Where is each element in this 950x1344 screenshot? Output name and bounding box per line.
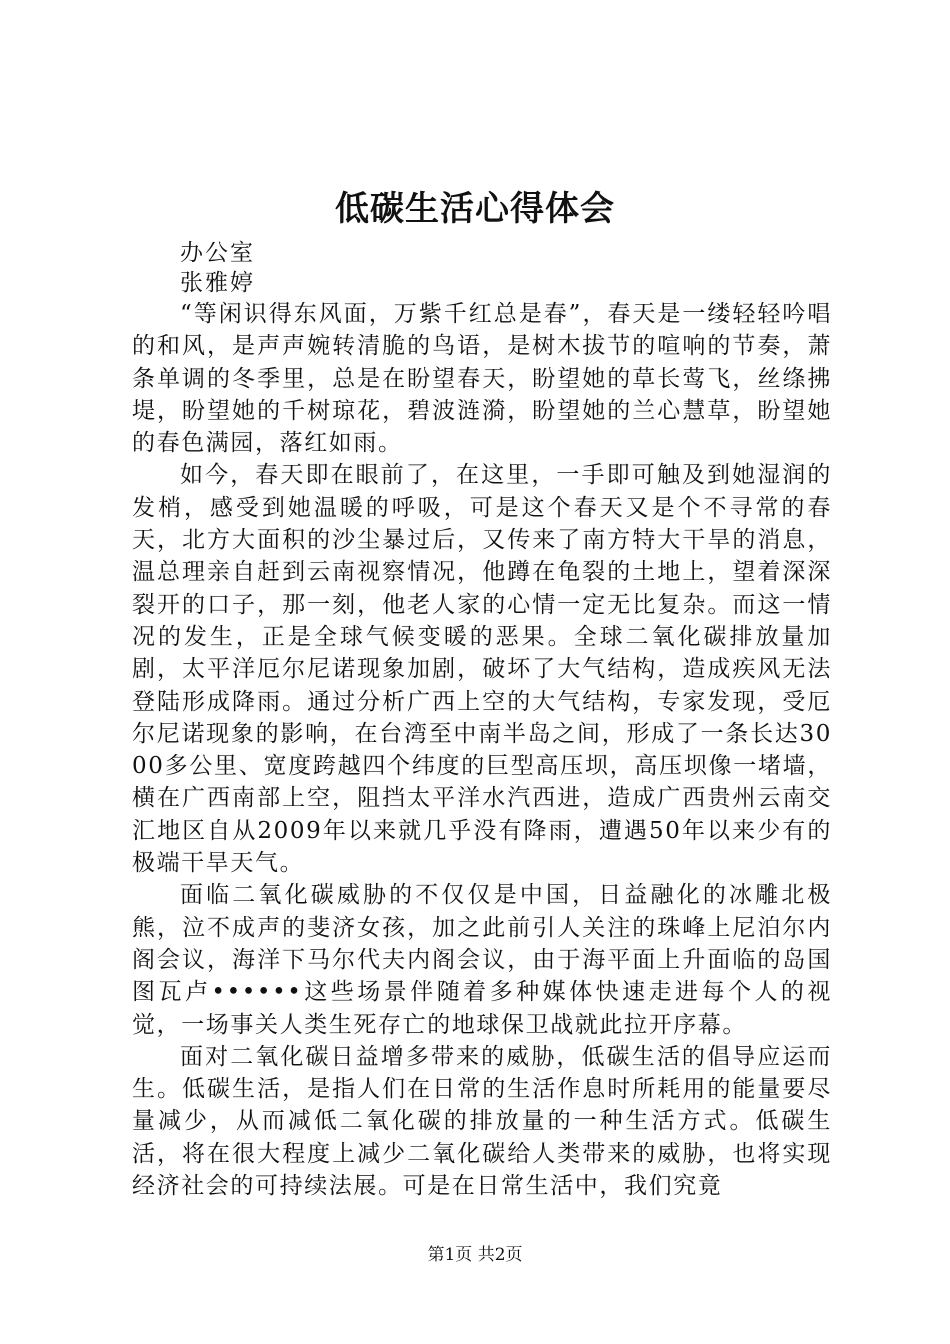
page-number-footer: 第1页 共2页 — [427, 1245, 523, 1265]
document-title: 低碳生活心得体会 — [335, 189, 615, 229]
author-name: 张雅婷 — [180, 270, 255, 296]
body-paragraph: 面对二氧化碳日益增多带来的威胁，低碳生活的倡导应运而生。低碳生活，是指人们在日常的生活作息时所耗用的能量要尽量减少，从而减低二氧化碳的排放量的一种生活方式。低碳生活，将在很大程度上减少二氧化碳给人类带来的威胁，也将实现经济社会的可持续法展。可是在日常生活中，我们究竟 — [132, 1043, 832, 1200]
body-paragraph: “等闲识得东风面，万紫千红总是春”，春天是一缕轻轻吟唱的和风，是声声婉转清脆的鸟语，是树木拔节的喧响的节奏，萧条单调的冬季里，总是在盼望春天，盼望她的草长莺飞，丝绦拂堤，盼望她的千树琼花，碧波涟漪，盼望她的兰心慧草，盼望她的春色满园，落红如雨。 — [132, 301, 832, 457]
body-paragraph: 面临二氧化碳威胁的不仅仅是中国，日益融化的冰雕北极熊，泣不成声的斐济女孩，加之此前引人关注的珠峰上尼泊尔内阁会议，海洋下马尔代夫内阁会议，由于海平面上升面临的岛国图瓦卢••••••这些场景伴随着多种媒体快速走进每个人的视觉，一场事关人类生死存亡的地球保卫战就此拉开序幕。 — [132, 882, 832, 1038]
author-department: 办公室 — [180, 240, 255, 266]
document-body — [132, 298, 832, 1202]
body-paragraph: 如今，春天即在眼前了，在这里，一手即可触及到她湿润的发梢，感受到她温暖的呼吸，可是这个春天又是个不寻常的春天，北方大面积的沙尘暴过后，又传来了南方特大干旱的消息，温总理亲自赶到云南视察情况，他蹲在龟裂的土地上，望着深深裂开的口子，那一刻，他老人家的心情一定无比复杂。而这一情况的发生，正是全球气候变暖的恶果。全球二氧化碳排放量加剧，太平洋厄尔尼诺现象加剧，破坏了大气结构，造成疾风无法登陆形成降雨。通过分析广西上空的大气结构，专家发现，受厄尔尼诺现象的影响，在台湾至中南半岛之间，形成了一条长达3000多公里、宽度跨越四个纬度的巨型高压坝，高压坝像一堵墙，横在广西南部上空，阻挡太平洋水汽西进，造成广西贵州云南交汇地区自从2009年以来就几乎没有降雨，遭遇50年以来少有的极端干旱天气。 — [132, 462, 832, 877]
